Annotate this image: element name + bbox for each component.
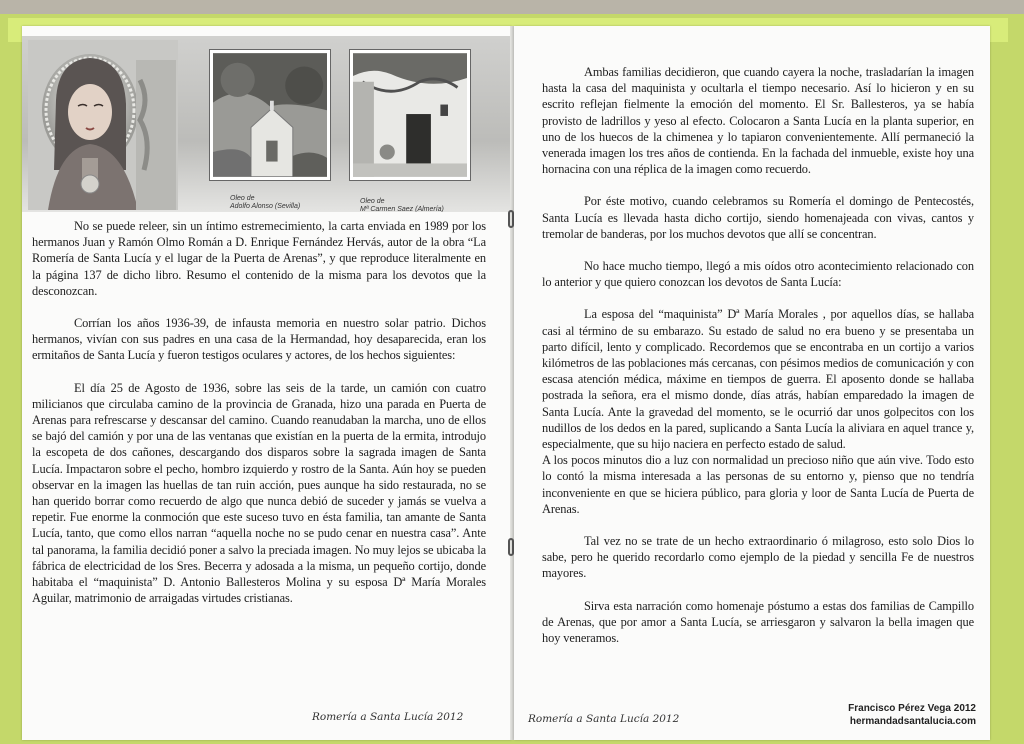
caption-line: Mª Carmen Saez (Almería): [360, 206, 444, 212]
paragraph: No se puede releer, sin un íntimo estremecimiento, la carta enviada en 1989 por los hermanos Juan y Ramón Olmo Román a D. Enrique Fernández Hervás, autor de la obra “La Romería de Santa Lucía y el lugar de la Puerta de Arenas”, y que reproduce literalmente en la página 137 de dicho libro. Resumo el contenido de la misma para los devotos que la desconozcan.: [32, 219, 486, 298]
paragraph: El día 25 de Agosto de 1936, sobre las seis de la tarde, un camión con cuatro milicianos que circulaba camino de la provincia de Granada, hizo una parada en Puerta de Arenas para refrescarse y descansar del camino. Cuando reanudaban la marcha, uno de ellos se bajó del camión y por una de las ventanas que existían en la puerta de la ermita, introdujo la escopeta de dos cañones, descargando dos disparos sobre la sagrada imagen de Santa Lucía. Impactaron sobre el pecho, hombro izquierdo y rostro de la Santa. Aún hoy se pueden observar en la imagen las huellas de tan ruin acción, pues aunque ha sido restaurada, no se han querido borrar como recuerdo de algo que nunca debió de suceder y jamás se vuelva a repetir. Fue enorme la conmoción que este suceso tuvo en ésta familia, tan amante de Santa Lucía, tanto, que como ellos narran “aquella noche no se pudo cenar en nuestra casa”. Ante tal panorama, la familia decidió poner a salvo la preciada imagen. No muy lejos se ubicaba la fábrica de electricidad de los Sres. Becerra y adosada a la misma, un pequeño cortijo, donde habitaba el “maquinista” D. Antonio Ballesteros Molina y su esposa Dª María Morales Aguilar, matrimonio de arraigadas virtudes cristianas.: [32, 380, 486, 606]
house-painting: [350, 50, 470, 180]
right-page: [514, 26, 990, 740]
paragraph: Tal vez no se trate de un hecho extraordinario ó milagroso, esto solo Dios lo sabe, pero he querido recordarlo como ejemplo de la piedad y sencilla Fe de nuestros mayores.: [542, 534, 974, 581]
photo1-caption: [230, 195, 300, 211]
right-page-body: [542, 64, 974, 662]
caption-line: Oleo de: [360, 198, 385, 205]
paragraph: Corrían los años 1936-39, de infausta memoria en nuestro solar patrio. Dichos hermanos, vivían con sus padres en una casa de la Hermandad, hoy desaparecida, eran los ermitaños de Santa Lucía y fueron testigos oculares y actores, de los hechos siguientes:: [32, 316, 486, 363]
website: hermandadsantalucia.com: [849, 716, 976, 727]
left-page: [22, 26, 512, 740]
chapel-painting: [210, 50, 330, 180]
left-page-footer: Romería a Santa Lucía 2012: [312, 711, 464, 723]
caption-line: Adolfo Alonso (Sevilla): [230, 203, 301, 210]
header-banner: [22, 36, 512, 212]
paragraph: No hace mucho tiempo, llegó a mis oídos otro acontecimiento relacionado con lo anterior y que quiero conozcan los devotos de Santa Lucía:: [542, 259, 974, 290]
paragraph: Por éste motivo, cuando celebramos su Romería el domingo de Pentecostés, Santa Lucía es llevada hasta dicho cortijo, siendo homenajeada con vivas, cantos y tremolar de banderas, por los muchos devotos que allí se concentran.: [542, 194, 974, 241]
paragraph: La esposa del “maquinista” Dª María Morales , por aquellos días, se hallaba casi al término de su embarazo. Su estado de salud no era bueno y se presentaba un parto difícil, lento y complicado. Recordemos que se encontraba en un cortijo a varios kilómetros de las poblaciones más cercanas, con pésimos medios de comunicación y con escasa atención médica, máxime en tiempos de guerra. El aposento donde se hallaba postrada la señora, era el mismo donde, días atrás, habían emparedado la imagen de Santa Lucía. Ante la gravedad del momento, se le ocurrió dar unos golpecitos con los nudillos de los dedos en la pared, suplicando a Santa Lucía la aliviara en aquel trance y, especialmente, que su hijo naciera en perfecto estado de salud.: [542, 307, 974, 452]
paragraph: Ambas familias decidieron, que cuando cayera la noche, trasladarían la imagen hasta la casa del maquinista y ocultarla el tiempo necesario. Así lo hicieron y en su escrito reflejan fielmente la emoción del momento. El Sr. Ballesteros, ya se había provisto de ladrillos y yeso al efecto. Colocaron a Santa Lucía en la planta superior, en uno de los huecos de la chimenea y lo tapiaron convenientemente. Allí permaneció la venerada imagen los tres años de contienda. En la fachada del inmueble, existe hoy una hornacina con una réplica de la imagen como recuerdo.: [542, 65, 974, 177]
paragraph: Sirva esta narración como homenaje póstumo a estas dos familias de Campillo de Arenas, que por amor a Santa Lucía, se arriesgaron y salvaron la bella imagen que hoy veneramos.: [542, 598, 974, 646]
caption-line: Oleo de: [230, 195, 255, 202]
author-name: Francisco Pérez Vega 2012: [848, 703, 976, 714]
santa-lucia-portrait: [28, 40, 178, 210]
paragraph: A los pocos minutos dio a luz con normalidad un precioso niño que aún vive. Todo esto lo contó la misma interesada a las personas de su entorno y, pienso que no tendría inconveniente en que se hiciera público, para gloria y loor de Santa Lucía de Puerta de Arenas.: [542, 453, 974, 516]
right-page-footer: Romería a Santa Lucía 2012: [528, 713, 680, 725]
left-page-body: [32, 218, 486, 622]
author-credit: [848, 702, 976, 728]
photo2-caption: [360, 198, 444, 212]
